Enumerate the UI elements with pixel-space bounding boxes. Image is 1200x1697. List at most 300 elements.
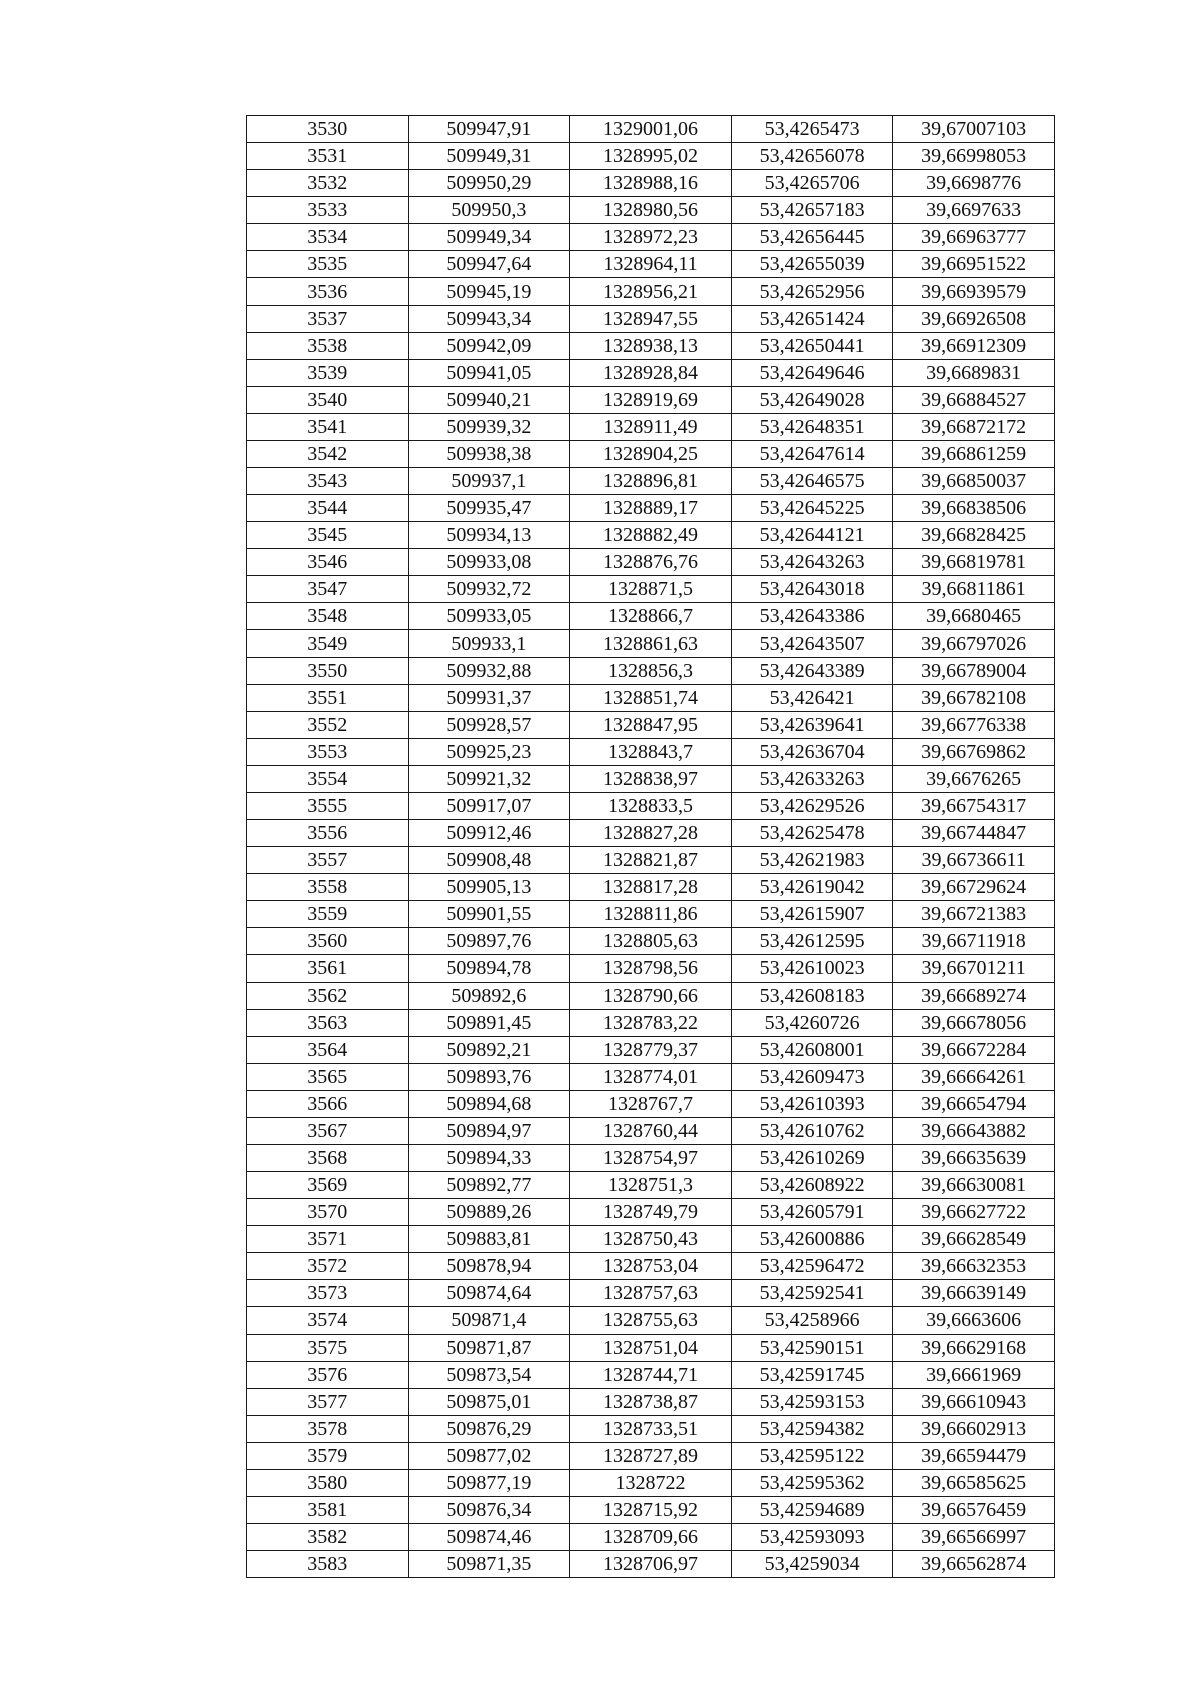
longitude-cell: 39,66585625 bbox=[893, 1469, 1055, 1496]
longitude-cell: 39,66884527 bbox=[893, 386, 1055, 413]
latitude-cell: 53,42639641 bbox=[731, 711, 893, 738]
longitude-cell: 39,6661969 bbox=[893, 1361, 1055, 1388]
y-coordinate-cell: 1328733,51 bbox=[570, 1415, 732, 1442]
point-number-cell: 3534 bbox=[247, 224, 409, 251]
point-number-cell: 3561 bbox=[247, 955, 409, 982]
table-row bbox=[247, 1090, 1055, 1117]
point-number-cell: 3570 bbox=[247, 1199, 409, 1226]
latitude-cell: 53,42652956 bbox=[731, 278, 893, 305]
table-row bbox=[247, 1442, 1055, 1469]
table-row bbox=[247, 522, 1055, 549]
table-row bbox=[247, 1415, 1055, 1442]
point-number-cell: 3530 bbox=[247, 116, 409, 143]
latitude-cell: 53,42608922 bbox=[731, 1172, 893, 1199]
longitude-cell: 39,66689274 bbox=[893, 982, 1055, 1009]
y-coordinate-cell: 1328988,16 bbox=[570, 170, 732, 197]
longitude-cell: 39,66926508 bbox=[893, 305, 1055, 332]
table-row bbox=[247, 576, 1055, 603]
x-coordinate-cell: 509949,31 bbox=[408, 143, 570, 170]
point-number-cell: 3545 bbox=[247, 522, 409, 549]
longitude-cell: 39,66643882 bbox=[893, 1117, 1055, 1144]
table-row bbox=[247, 955, 1055, 982]
longitude-cell: 39,66566997 bbox=[893, 1524, 1055, 1551]
longitude-cell: 39,66754317 bbox=[893, 792, 1055, 819]
latitude-cell: 53,42600886 bbox=[731, 1226, 893, 1253]
longitude-cell: 39,66602913 bbox=[893, 1415, 1055, 1442]
latitude-cell: 53,42595122 bbox=[731, 1442, 893, 1469]
y-coordinate-cell: 1328755,63 bbox=[570, 1307, 732, 1334]
longitude-cell: 39,6676265 bbox=[893, 765, 1055, 792]
longitude-cell: 39,66782108 bbox=[893, 684, 1055, 711]
x-coordinate-cell: 509940,21 bbox=[408, 386, 570, 413]
longitude-cell: 39,66998053 bbox=[893, 143, 1055, 170]
latitude-cell: 53,42593153 bbox=[731, 1388, 893, 1415]
y-coordinate-cell: 1328972,23 bbox=[570, 224, 732, 251]
latitude-cell: 53,42651424 bbox=[731, 305, 893, 332]
y-coordinate-cell: 1328749,79 bbox=[570, 1199, 732, 1226]
y-coordinate-cell: 1328821,87 bbox=[570, 847, 732, 874]
longitude-cell: 39,66654794 bbox=[893, 1090, 1055, 1117]
y-coordinate-cell: 1328856,3 bbox=[570, 657, 732, 684]
table-row bbox=[247, 197, 1055, 224]
longitude-cell: 39,66819781 bbox=[893, 549, 1055, 576]
x-coordinate-cell: 509939,32 bbox=[408, 413, 570, 440]
x-coordinate-cell: 509912,46 bbox=[408, 820, 570, 847]
table-row bbox=[247, 901, 1055, 928]
table-row bbox=[247, 224, 1055, 251]
y-coordinate-cell: 1328779,37 bbox=[570, 1036, 732, 1063]
y-coordinate-cell: 1328767,7 bbox=[570, 1090, 732, 1117]
table-row bbox=[247, 1172, 1055, 1199]
latitude-cell: 53,42643263 bbox=[731, 549, 893, 576]
coordinates-table bbox=[246, 115, 1055, 1578]
point-number-cell: 3553 bbox=[247, 738, 409, 765]
point-number-cell: 3563 bbox=[247, 1009, 409, 1036]
x-coordinate-cell: 509934,13 bbox=[408, 522, 570, 549]
y-coordinate-cell: 1328709,66 bbox=[570, 1524, 732, 1551]
y-coordinate-cell: 1328790,66 bbox=[570, 982, 732, 1009]
longitude-cell: 39,66850037 bbox=[893, 468, 1055, 495]
table-row bbox=[247, 440, 1055, 467]
y-coordinate-cell: 1328833,5 bbox=[570, 792, 732, 819]
table-row bbox=[247, 251, 1055, 278]
table-row bbox=[247, 1388, 1055, 1415]
y-coordinate-cell: 1328889,17 bbox=[570, 495, 732, 522]
x-coordinate-cell: 509950,3 bbox=[408, 197, 570, 224]
longitude-cell: 39,6663606 bbox=[893, 1307, 1055, 1334]
y-coordinate-cell: 1328798,56 bbox=[570, 955, 732, 982]
latitude-cell: 53,42596472 bbox=[731, 1253, 893, 1280]
x-coordinate-cell: 509949,34 bbox=[408, 224, 570, 251]
x-coordinate-cell: 509931,37 bbox=[408, 684, 570, 711]
table-row bbox=[247, 143, 1055, 170]
x-coordinate-cell: 509877,19 bbox=[408, 1469, 570, 1496]
longitude-cell: 39,66963777 bbox=[893, 224, 1055, 251]
table-row bbox=[247, 1469, 1055, 1496]
x-coordinate-cell: 509925,23 bbox=[408, 738, 570, 765]
point-number-cell: 3541 bbox=[247, 413, 409, 440]
point-number-cell: 3555 bbox=[247, 792, 409, 819]
point-number-cell: 3533 bbox=[247, 197, 409, 224]
latitude-cell: 53,42594689 bbox=[731, 1496, 893, 1523]
longitude-cell: 39,66744847 bbox=[893, 820, 1055, 847]
longitude-cell: 39,66635639 bbox=[893, 1144, 1055, 1171]
x-coordinate-cell: 509883,81 bbox=[408, 1226, 570, 1253]
point-number-cell: 3581 bbox=[247, 1496, 409, 1523]
y-coordinate-cell: 1328866,7 bbox=[570, 603, 732, 630]
x-coordinate-cell: 509894,97 bbox=[408, 1117, 570, 1144]
point-number-cell: 3540 bbox=[247, 386, 409, 413]
point-number-cell: 3550 bbox=[247, 657, 409, 684]
longitude-cell: 39,66701211 bbox=[893, 955, 1055, 982]
y-coordinate-cell: 1328947,55 bbox=[570, 305, 732, 332]
latitude-cell: 53,4265473 bbox=[731, 116, 893, 143]
table-row bbox=[247, 1280, 1055, 1307]
x-coordinate-cell: 509892,21 bbox=[408, 1036, 570, 1063]
x-coordinate-cell: 509928,57 bbox=[408, 711, 570, 738]
point-number-cell: 3537 bbox=[247, 305, 409, 332]
x-coordinate-cell: 509874,64 bbox=[408, 1280, 570, 1307]
latitude-cell: 53,42609473 bbox=[731, 1063, 893, 1090]
x-coordinate-cell: 509874,46 bbox=[408, 1524, 570, 1551]
latitude-cell: 53,42591745 bbox=[731, 1361, 893, 1388]
table-row bbox=[247, 1334, 1055, 1361]
y-coordinate-cell: 1328919,69 bbox=[570, 386, 732, 413]
point-number-cell: 3542 bbox=[247, 440, 409, 467]
longitude-cell: 39,66769862 bbox=[893, 738, 1055, 765]
y-coordinate-cell: 1328811,86 bbox=[570, 901, 732, 928]
latitude-cell: 53,42612595 bbox=[731, 928, 893, 955]
point-number-cell: 3544 bbox=[247, 495, 409, 522]
x-coordinate-cell: 509878,94 bbox=[408, 1253, 570, 1280]
latitude-cell: 53,42650441 bbox=[731, 332, 893, 359]
y-coordinate-cell: 1328750,43 bbox=[570, 1226, 732, 1253]
longitude-cell: 39,66632353 bbox=[893, 1253, 1055, 1280]
table-row bbox=[247, 468, 1055, 495]
y-coordinate-cell: 1329001,06 bbox=[570, 116, 732, 143]
x-coordinate-cell: 509932,72 bbox=[408, 576, 570, 603]
latitude-cell: 53,42610023 bbox=[731, 955, 893, 982]
table-row bbox=[247, 1361, 1055, 1388]
point-number-cell: 3549 bbox=[247, 630, 409, 657]
point-number-cell: 3538 bbox=[247, 332, 409, 359]
x-coordinate-cell: 509893,76 bbox=[408, 1063, 570, 1090]
latitude-cell: 53,42605791 bbox=[731, 1199, 893, 1226]
y-coordinate-cell: 1328995,02 bbox=[570, 143, 732, 170]
x-coordinate-cell: 509889,26 bbox=[408, 1199, 570, 1226]
latitude-cell: 53,42610393 bbox=[731, 1090, 893, 1117]
y-coordinate-cell: 1328760,44 bbox=[570, 1117, 732, 1144]
latitude-cell: 53,42644121 bbox=[731, 522, 893, 549]
table-row bbox=[247, 332, 1055, 359]
point-number-cell: 3576 bbox=[247, 1361, 409, 1388]
y-coordinate-cell: 1328753,04 bbox=[570, 1253, 732, 1280]
longitude-cell: 39,66861259 bbox=[893, 440, 1055, 467]
table-row bbox=[247, 413, 1055, 440]
longitude-cell: 39,66672284 bbox=[893, 1036, 1055, 1063]
table-row bbox=[247, 305, 1055, 332]
table-row bbox=[247, 684, 1055, 711]
table-row bbox=[247, 1009, 1055, 1036]
x-coordinate-cell: 509894,33 bbox=[408, 1144, 570, 1171]
table-row bbox=[247, 1199, 1055, 1226]
longitude-cell: 39,66711918 bbox=[893, 928, 1055, 955]
table-row bbox=[247, 792, 1055, 819]
y-coordinate-cell: 1328722 bbox=[570, 1469, 732, 1496]
y-coordinate-cell: 1328751,3 bbox=[570, 1172, 732, 1199]
latitude-cell: 53,42649646 bbox=[731, 359, 893, 386]
point-number-cell: 3583 bbox=[247, 1551, 409, 1578]
latitude-cell: 53,42590151 bbox=[731, 1334, 893, 1361]
longitude-cell: 39,66630081 bbox=[893, 1172, 1055, 1199]
latitude-cell: 53,42643386 bbox=[731, 603, 893, 630]
latitude-cell: 53,4260726 bbox=[731, 1009, 893, 1036]
x-coordinate-cell: 509894,68 bbox=[408, 1090, 570, 1117]
longitude-cell: 39,66721383 bbox=[893, 901, 1055, 928]
latitude-cell: 53,42608183 bbox=[731, 982, 893, 1009]
coordinates-table-body bbox=[247, 116, 1055, 1578]
latitude-cell: 53,42608001 bbox=[731, 1036, 893, 1063]
point-number-cell: 3531 bbox=[247, 143, 409, 170]
table-row bbox=[247, 874, 1055, 901]
point-number-cell: 3578 bbox=[247, 1415, 409, 1442]
longitude-cell: 39,6689831 bbox=[893, 359, 1055, 386]
point-number-cell: 3536 bbox=[247, 278, 409, 305]
point-number-cell: 3579 bbox=[247, 1442, 409, 1469]
x-coordinate-cell: 509871,4 bbox=[408, 1307, 570, 1334]
longitude-cell: 39,66629168 bbox=[893, 1334, 1055, 1361]
table-row bbox=[247, 1496, 1055, 1523]
longitude-cell: 39,66872172 bbox=[893, 413, 1055, 440]
longitude-cell: 39,66627722 bbox=[893, 1199, 1055, 1226]
point-number-cell: 3559 bbox=[247, 901, 409, 928]
latitude-cell: 53,4265706 bbox=[731, 170, 893, 197]
longitude-cell: 39,6697633 bbox=[893, 197, 1055, 224]
longitude-cell: 39,66828425 bbox=[893, 522, 1055, 549]
point-number-cell: 3580 bbox=[247, 1469, 409, 1496]
table-row bbox=[247, 982, 1055, 1009]
y-coordinate-cell: 1328715,92 bbox=[570, 1496, 732, 1523]
longitude-cell: 39,66678056 bbox=[893, 1009, 1055, 1036]
latitude-cell: 53,42610269 bbox=[731, 1144, 893, 1171]
longitude-cell: 39,66776338 bbox=[893, 711, 1055, 738]
latitude-cell: 53,42619042 bbox=[731, 874, 893, 901]
longitude-cell: 39,66789004 bbox=[893, 657, 1055, 684]
latitude-cell: 53,42629526 bbox=[731, 792, 893, 819]
latitude-cell: 53,42621983 bbox=[731, 847, 893, 874]
x-coordinate-cell: 509933,08 bbox=[408, 549, 570, 576]
y-coordinate-cell: 1328851,74 bbox=[570, 684, 732, 711]
x-coordinate-cell: 509871,87 bbox=[408, 1334, 570, 1361]
point-number-cell: 3569 bbox=[247, 1172, 409, 1199]
x-coordinate-cell: 509897,76 bbox=[408, 928, 570, 955]
point-number-cell: 3575 bbox=[247, 1334, 409, 1361]
latitude-cell: 53,42636704 bbox=[731, 738, 893, 765]
latitude-cell: 53,426421 bbox=[731, 684, 893, 711]
point-number-cell: 3573 bbox=[247, 1280, 409, 1307]
x-coordinate-cell: 509876,34 bbox=[408, 1496, 570, 1523]
x-coordinate-cell: 509908,48 bbox=[408, 847, 570, 874]
y-coordinate-cell: 1328847,95 bbox=[570, 711, 732, 738]
point-number-cell: 3571 bbox=[247, 1226, 409, 1253]
latitude-cell: 53,42610762 bbox=[731, 1117, 893, 1144]
table-row bbox=[247, 359, 1055, 386]
point-number-cell: 3539 bbox=[247, 359, 409, 386]
table-row bbox=[247, 1551, 1055, 1578]
table-row bbox=[247, 847, 1055, 874]
point-number-cell: 3547 bbox=[247, 576, 409, 603]
y-coordinate-cell: 1328928,84 bbox=[570, 359, 732, 386]
point-number-cell: 3552 bbox=[247, 711, 409, 738]
y-coordinate-cell: 1328871,5 bbox=[570, 576, 732, 603]
x-coordinate-cell: 509917,07 bbox=[408, 792, 570, 819]
x-coordinate-cell: 509877,02 bbox=[408, 1442, 570, 1469]
table-row bbox=[247, 278, 1055, 305]
latitude-cell: 53,42656445 bbox=[731, 224, 893, 251]
point-number-cell: 3556 bbox=[247, 820, 409, 847]
y-coordinate-cell: 1328896,81 bbox=[570, 468, 732, 495]
y-coordinate-cell: 1328738,87 bbox=[570, 1388, 732, 1415]
longitude-cell: 39,66811861 bbox=[893, 576, 1055, 603]
y-coordinate-cell: 1328757,63 bbox=[570, 1280, 732, 1307]
table-row bbox=[247, 711, 1055, 738]
table-row bbox=[247, 549, 1055, 576]
point-number-cell: 3535 bbox=[247, 251, 409, 278]
y-coordinate-cell: 1328827,28 bbox=[570, 820, 732, 847]
table-row bbox=[247, 820, 1055, 847]
latitude-cell: 53,42648351 bbox=[731, 413, 893, 440]
y-coordinate-cell: 1328964,11 bbox=[570, 251, 732, 278]
point-number-cell: 3548 bbox=[247, 603, 409, 630]
latitude-cell: 53,42615907 bbox=[731, 901, 893, 928]
longitude-cell: 39,67007103 bbox=[893, 116, 1055, 143]
longitude-cell: 39,66562874 bbox=[893, 1551, 1055, 1578]
table-row bbox=[247, 657, 1055, 684]
y-coordinate-cell: 1328744,71 bbox=[570, 1361, 732, 1388]
x-coordinate-cell: 509873,54 bbox=[408, 1361, 570, 1388]
point-number-cell: 3565 bbox=[247, 1063, 409, 1090]
y-coordinate-cell: 1328838,97 bbox=[570, 765, 732, 792]
x-coordinate-cell: 509891,45 bbox=[408, 1009, 570, 1036]
y-coordinate-cell: 1328882,49 bbox=[570, 522, 732, 549]
latitude-cell: 53,42593093 bbox=[731, 1524, 893, 1551]
table-row bbox=[247, 765, 1055, 792]
longitude-cell: 39,6698776 bbox=[893, 170, 1055, 197]
longitude-cell: 39,66729624 bbox=[893, 874, 1055, 901]
point-number-cell: 3558 bbox=[247, 874, 409, 901]
x-coordinate-cell: 509945,19 bbox=[408, 278, 570, 305]
x-coordinate-cell: 509937,1 bbox=[408, 468, 570, 495]
x-coordinate-cell: 509935,47 bbox=[408, 495, 570, 522]
table-row bbox=[247, 1226, 1055, 1253]
x-coordinate-cell: 509933,1 bbox=[408, 630, 570, 657]
table-row bbox=[247, 630, 1055, 657]
point-number-cell: 3554 bbox=[247, 765, 409, 792]
latitude-cell: 53,42625478 bbox=[731, 820, 893, 847]
latitude-cell: 53,42643389 bbox=[731, 657, 893, 684]
point-number-cell: 3577 bbox=[247, 1388, 409, 1415]
x-coordinate-cell: 509938,38 bbox=[408, 440, 570, 467]
x-coordinate-cell: 509942,09 bbox=[408, 332, 570, 359]
latitude-cell: 53,42656078 bbox=[731, 143, 893, 170]
table-row bbox=[247, 1524, 1055, 1551]
point-number-cell: 3568 bbox=[247, 1144, 409, 1171]
table-row bbox=[247, 928, 1055, 955]
y-coordinate-cell: 1328774,01 bbox=[570, 1063, 732, 1090]
table-row bbox=[247, 116, 1055, 143]
y-coordinate-cell: 1328980,56 bbox=[570, 197, 732, 224]
y-coordinate-cell: 1328861,63 bbox=[570, 630, 732, 657]
y-coordinate-cell: 1328876,76 bbox=[570, 549, 732, 576]
point-number-cell: 3551 bbox=[247, 684, 409, 711]
longitude-cell: 39,66594479 bbox=[893, 1442, 1055, 1469]
latitude-cell: 53,42655039 bbox=[731, 251, 893, 278]
table-row bbox=[247, 1036, 1055, 1063]
longitude-cell: 39,66628549 bbox=[893, 1226, 1055, 1253]
table-row bbox=[247, 495, 1055, 522]
table-row bbox=[247, 1117, 1055, 1144]
longitude-cell: 39,66797026 bbox=[893, 630, 1055, 657]
x-coordinate-cell: 509875,01 bbox=[408, 1388, 570, 1415]
y-coordinate-cell: 1328783,22 bbox=[570, 1009, 732, 1036]
point-number-cell: 3564 bbox=[247, 1036, 409, 1063]
point-number-cell: 3557 bbox=[247, 847, 409, 874]
longitude-cell: 39,66736611 bbox=[893, 847, 1055, 874]
latitude-cell: 53,42657183 bbox=[731, 197, 893, 224]
x-coordinate-cell: 509894,78 bbox=[408, 955, 570, 982]
longitude-cell: 39,66838506 bbox=[893, 495, 1055, 522]
table-row bbox=[247, 386, 1055, 413]
point-number-cell: 3562 bbox=[247, 982, 409, 1009]
latitude-cell: 53,4259034 bbox=[731, 1551, 893, 1578]
longitude-cell: 39,66951522 bbox=[893, 251, 1055, 278]
y-coordinate-cell: 1328754,97 bbox=[570, 1144, 732, 1171]
y-coordinate-cell: 1328956,21 bbox=[570, 278, 732, 305]
table-row bbox=[247, 170, 1055, 197]
y-coordinate-cell: 1328751,04 bbox=[570, 1334, 732, 1361]
longitude-cell: 39,66664261 bbox=[893, 1063, 1055, 1090]
latitude-cell: 53,42594382 bbox=[731, 1415, 893, 1442]
x-coordinate-cell: 509871,35 bbox=[408, 1551, 570, 1578]
x-coordinate-cell: 509901,55 bbox=[408, 901, 570, 928]
latitude-cell: 53,42592541 bbox=[731, 1280, 893, 1307]
table-row bbox=[247, 1307, 1055, 1334]
longitude-cell: 39,6680465 bbox=[893, 603, 1055, 630]
table-row bbox=[247, 603, 1055, 630]
y-coordinate-cell: 1328843,7 bbox=[570, 738, 732, 765]
y-coordinate-cell: 1328904,25 bbox=[570, 440, 732, 467]
point-number-cell: 3574 bbox=[247, 1307, 409, 1334]
table-row bbox=[247, 1253, 1055, 1280]
latitude-cell: 53,42633263 bbox=[731, 765, 893, 792]
latitude-cell: 53,42643018 bbox=[731, 576, 893, 603]
x-coordinate-cell: 509921,32 bbox=[408, 765, 570, 792]
table-row bbox=[247, 1063, 1055, 1090]
point-number-cell: 3582 bbox=[247, 1524, 409, 1551]
x-coordinate-cell: 509905,13 bbox=[408, 874, 570, 901]
table-row bbox=[247, 1144, 1055, 1171]
table-row bbox=[247, 738, 1055, 765]
x-coordinate-cell: 509932,88 bbox=[408, 657, 570, 684]
point-number-cell: 3543 bbox=[247, 468, 409, 495]
longitude-cell: 39,66610943 bbox=[893, 1388, 1055, 1415]
y-coordinate-cell: 1328727,89 bbox=[570, 1442, 732, 1469]
x-coordinate-cell: 509943,34 bbox=[408, 305, 570, 332]
y-coordinate-cell: 1328817,28 bbox=[570, 874, 732, 901]
x-coordinate-cell: 509892,77 bbox=[408, 1172, 570, 1199]
latitude-cell: 53,4258966 bbox=[731, 1307, 893, 1334]
longitude-cell: 39,66639149 bbox=[893, 1280, 1055, 1307]
